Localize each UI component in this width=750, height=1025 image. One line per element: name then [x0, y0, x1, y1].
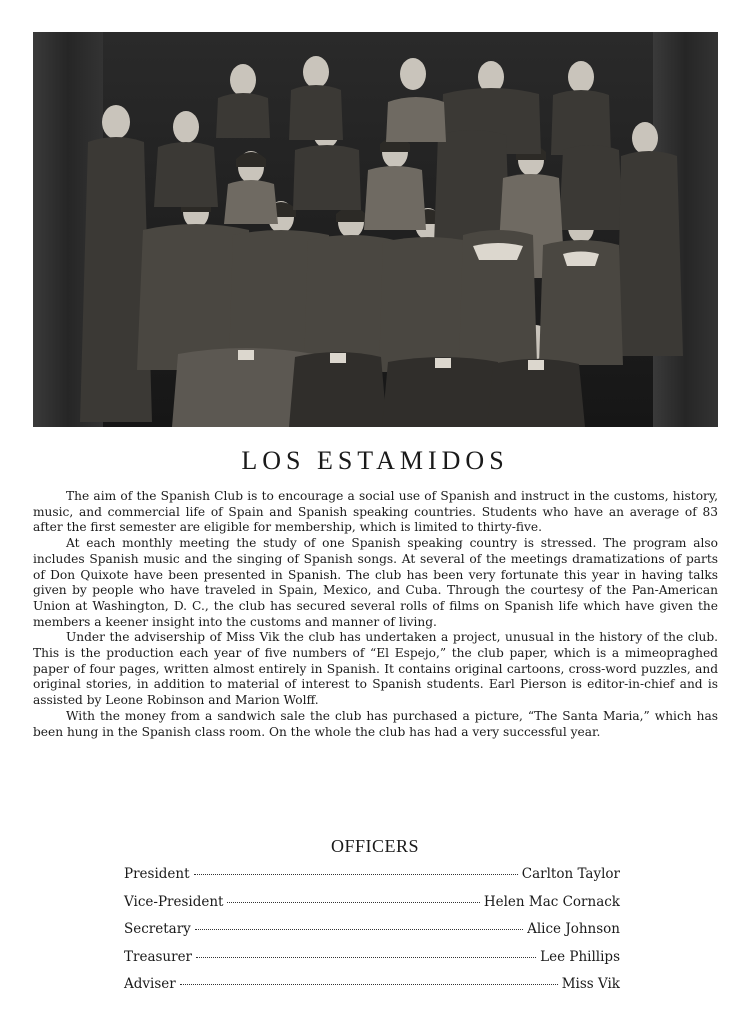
paragraph: Under the advisership of Miss Vik the club has undertaken a project, unusual in the history of the club. This is the production each year of five numbers of “El Espejo,” the club paper, which is a mimeopraghed paper of four pages, written almost entirely in Spanish. It contains original cartoons, cross-word puzzles, and original stories, in addition to material of interest to Spanish students. Earl Pierson is editor-in-chief and is assisted by Leone Robinson and Marion Wolff.	[33, 630, 718, 708]
officer-name: Lee Phillips	[540, 948, 620, 965]
group-photo	[33, 32, 718, 427]
officer-role: Adviser	[124, 976, 176, 992]
officer-role: Treasurer	[124, 948, 193, 965]
leader-dots	[227, 902, 479, 903]
group-photo-illustration	[33, 32, 718, 427]
leader-dots	[180, 984, 558, 985]
paragraph: At each monthly meeting the study of one Spanish speaking country is stressed. The program also includes Spanish music and the singing of Spanish songs. At several of the meetings dramatizations of parts of Don Quixote have been presented in Spanish. The club has been very fortunate this year in having talks given by people who have traveled in Spain, Mexico, and Cuba. Through the courtesy of the Pan-American Union at Washington, D. C., the club has secured several rolls of films on Spanish life which have given the members a keener insight into the customs and manner of living.	[33, 536, 718, 629]
officer-name: Helen Mac Cornack	[483, 893, 620, 910]
officer-name: Carlton Taylor	[521, 866, 620, 882]
officer-row	[124, 894, 620, 922]
leader-dots	[194, 874, 518, 875]
officer-role: Secretary	[124, 921, 191, 937]
article-body	[33, 489, 718, 740]
officer-name: Miss Vik	[561, 976, 620, 992]
officer-role: Vice-President	[124, 893, 224, 910]
officer-row	[124, 949, 620, 977]
officers-list	[124, 866, 620, 1004]
page-title: LOS ESTAMIDOS	[241, 446, 509, 475]
paragraph: With the money from a sandwich sale the club has purchased a picture, “The Santa Maria,” which has been hung in the Spanish class room. On the whole the club has had a very successful year.	[33, 708, 718, 739]
officer-name: Alice Johnson	[527, 921, 620, 937]
leader-dots	[196, 957, 536, 958]
officers-heading: OFFICERS	[330, 836, 420, 856]
officer-row	[124, 976, 620, 1004]
leader-dots	[195, 929, 523, 930]
officer-row	[124, 866, 620, 894]
officer-row	[124, 921, 620, 949]
officer-role: President	[124, 866, 190, 882]
paragraph: The aim of the Spanish Club is to encourage a social use of Spanish and instruct in the customs, history, music, and commercial life of Spain and Spanish speaking countries. Students who have an average of 83 after the first semester are eligible for membership, which is limited to thirty-five.	[33, 489, 718, 535]
